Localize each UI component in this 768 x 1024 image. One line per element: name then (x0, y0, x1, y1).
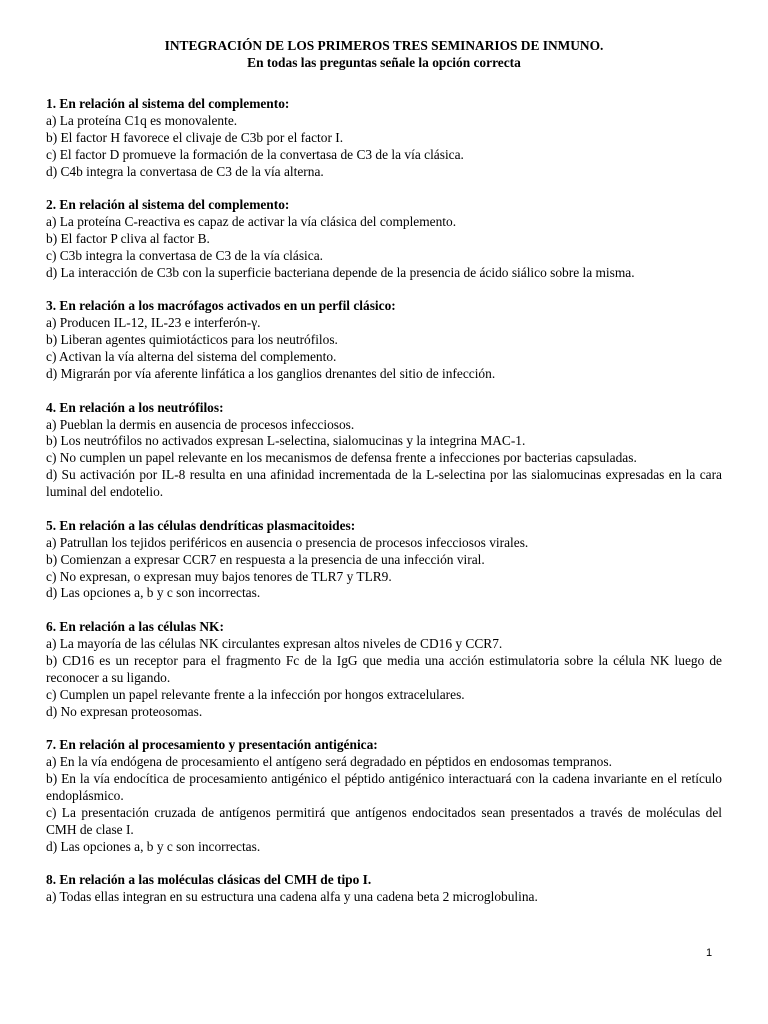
question-1 (46, 96, 722, 181)
option-b: b) Los neutrófilos no activados expresan L-selectina, sialomucinas y la integrina MAC-1. (46, 433, 526, 449)
option-c: c) Activan la vía alterna del sistema del complemento. (46, 349, 337, 365)
question-7 (46, 737, 722, 855)
questions-list (46, 96, 722, 923)
question-title: 5. En relación a las células dendríticas plasmacitoides: (46, 517, 356, 533)
question-title: 2. En relación al sistema del complemento: (46, 197, 290, 213)
option-a: a) La proteína C-reactiva es capaz de activar la vía clásica del complemento. (46, 214, 457, 230)
question-8 (46, 872, 722, 906)
option-a: a) En la vía endógena de procesamiento el antígeno será degradado en péptidos en endosomas tempranos. (46, 754, 612, 770)
question-title: 6. En relación a las células NK: (46, 619, 224, 634)
option-a: a) La mayoría de las células NK circulantes expresan altos niveles de CD16 y CCR7. (46, 635, 503, 651)
option-d: d) Migrarán por vía aferente linfática a los ganglios drenantes del sitio de infección. (46, 366, 496, 382)
question-6 (46, 619, 722, 720)
option-b: b) Comienzan a expresar CCR7 en respuesta a la presencia de una infección viral. (46, 551, 485, 567)
option-b: b) El factor P cliva al factor B. (46, 231, 210, 247)
question-title: 3. En relación a los macrófagos activados en un perfil clásico: (46, 298, 396, 314)
document-title: INTEGRACIÓN DE LOS PRIMEROS TRES SEMINARIOS DE INMUNO. (164, 38, 604, 53)
question-5 (46, 518, 722, 603)
option-c: c) Cumplen un papel relevante frente a la infección por hongos extracelulares. (46, 686, 465, 702)
question-title: 4. En relación a los neutrófilos: (46, 399, 224, 415)
option-b: b) En la vía endocítica de procesamiento antigénico el péptido antigénico interactuará con la cadena invariante en el retículo endoplásmico. (46, 770, 722, 803)
option-d: d) Las opciones a, b y c son incorrectas. (46, 585, 261, 601)
question-3 (46, 298, 722, 383)
option-b: b) CD16 es un receptor para el fragmento Fc de la IgG que media una acción estimulatoria sobre la célula NK luego de reconocer a su ligando. (46, 652, 722, 685)
question-2 (46, 197, 722, 282)
option-d: d) No expresan proteosomas. (46, 703, 203, 719)
option-c: c) El factor D promueve la formación de la convertasa de C3 de la vía clásica. (46, 146, 464, 162)
option-d: d) La interacción de C3b con la superficie bacteriana depende de la presencia de ácido siálico sobre la misma. (46, 264, 635, 280)
question-title: 1. En relación al sistema del complemento: (46, 96, 290, 111)
option-d: d) C4b integra la convertasa de C3 de la vía alterna. (46, 163, 324, 179)
question-title: 7. En relación al procesamiento y presentación antigénica: (46, 737, 378, 753)
option-a: a) Producen IL-12, IL-23 e interferón-γ. (46, 315, 261, 331)
option-b: b) El factor H favorece el clivaje de C3b por el factor I. (46, 129, 344, 145)
option-c: c) No cumplen un papel relevante en los mecanismos de defensa frente a infecciones por bacterias capsuladas. (46, 450, 637, 466)
option-a: a) La proteína C1q es monovalente. (46, 112, 238, 128)
document-subtitle: En todas las preguntas señale la opción correcta (247, 54, 521, 70)
option-c: c) C3b integra la convertasa de C3 de la vía clásica. (46, 247, 323, 263)
document-header (46, 38, 722, 72)
option-a: a) Todas ellas integran en su estructura una cadena alfa y una cadena beta 2 microglobulina. (46, 889, 538, 905)
option-d: d) Las opciones a, b y c son incorrectas. (46, 838, 261, 854)
option-d: d) Su activación por IL-8 resulta en una afinidad incrementada de la L-selectina por las sialomucinas expresadas en la cara luminal del endotelio. (46, 467, 722, 500)
question-title: 8. En relación a las moléculas clásicas del CMH de tipo I. (46, 872, 372, 888)
page-number: 1 (706, 947, 713, 959)
option-c: c) La presentación cruzada de antígenos permitirá que antígenos endocitados sean presentados a través de moléculas del CMH de clase I. (46, 804, 722, 837)
option-a: a) Pueblan la dermis en ausencia de procesos infecciosos. (46, 416, 355, 432)
option-b: b) Liberan agentes quimiotácticos para los neutrófilos. (46, 332, 338, 348)
option-c: c) No expresan, o expresan muy bajos tenores de TLR7 y TLR9. (46, 568, 392, 584)
option-a: a) Patrullan los tejidos periféricos en ausencia o presencia de procesos infecciosos virales. (46, 534, 529, 550)
question-4 (46, 400, 722, 501)
